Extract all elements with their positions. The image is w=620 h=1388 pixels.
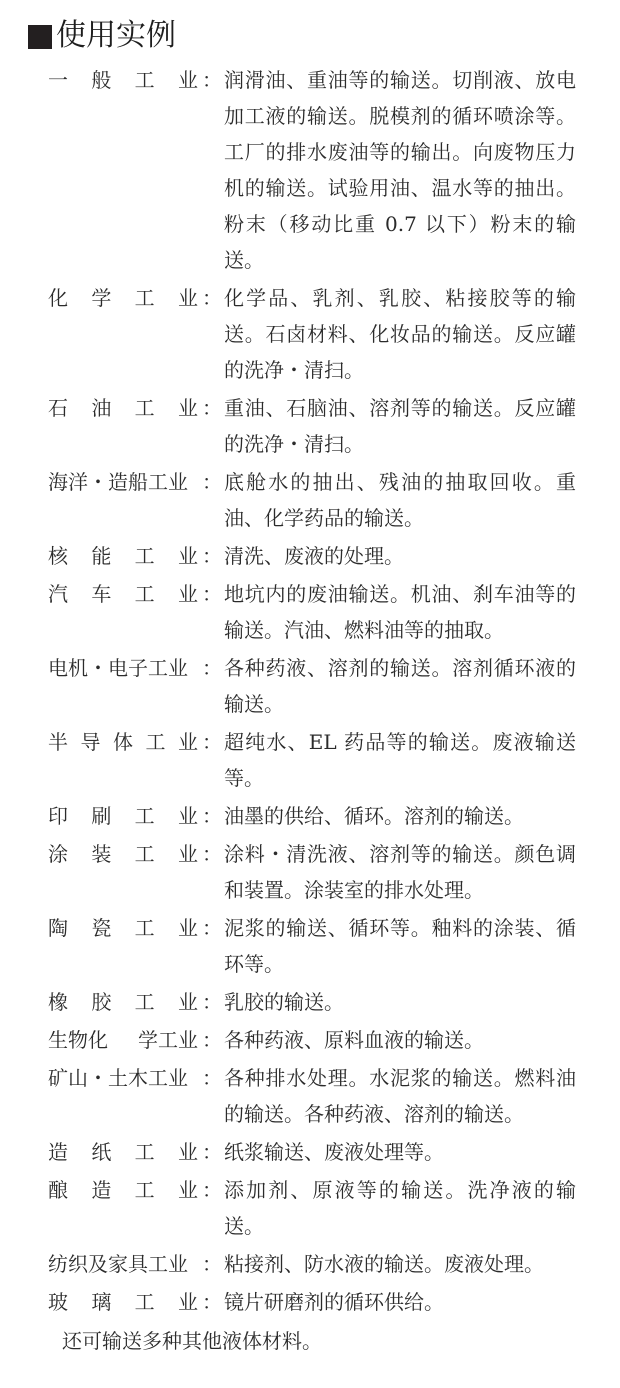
label-colon: ： bbox=[202, 656, 222, 680]
industry-description: 地坑内的废油输送。机油、刹车油等的输送。汽油、燃料油等的抽取。 bbox=[224, 582, 576, 642]
industry-label bbox=[48, 724, 224, 760]
industry-name-part: 学工业 bbox=[138, 1028, 198, 1052]
industry-name-part: 橡 bbox=[48, 990, 68, 1014]
industry-name-part: 学 bbox=[91, 286, 112, 310]
industry-entry bbox=[48, 1022, 588, 1058]
industry-name bbox=[48, 1284, 198, 1320]
industry-entry bbox=[48, 984, 588, 1020]
industry-name-part: 工 bbox=[134, 1178, 155, 1202]
footer-note: 还可输送多种其他液体材料。 bbox=[62, 1329, 322, 1353]
industry-name bbox=[48, 280, 198, 316]
industry-name-part: 工 bbox=[134, 916, 155, 940]
industry-name-part: 导 bbox=[80, 730, 101, 754]
industry-name bbox=[48, 650, 198, 686]
industry-name-part: 陶 bbox=[48, 916, 68, 940]
industry-name-part: 石 bbox=[48, 396, 68, 420]
industry-label bbox=[48, 836, 224, 872]
label-colon: ： bbox=[202, 396, 222, 420]
industry-entry bbox=[48, 1060, 588, 1132]
industry-label bbox=[48, 390, 224, 426]
usage-examples-list bbox=[48, 62, 588, 1322]
industry-entry bbox=[48, 910, 588, 982]
industry-label bbox=[48, 1172, 224, 1208]
industry-name-part: 业 bbox=[177, 68, 198, 92]
label-colon: ： bbox=[202, 916, 222, 940]
industry-label bbox=[48, 984, 224, 1020]
industry-description: 添加剂、原液等的输送。洗净液的输送。 bbox=[224, 1178, 576, 1238]
industry-name bbox=[48, 1060, 198, 1096]
industry-name bbox=[48, 62, 198, 98]
industry-description: 清洗、废液的处理。 bbox=[224, 544, 404, 568]
industry-name bbox=[48, 1134, 198, 1170]
industry-name-part: 胶 bbox=[91, 990, 112, 1014]
label-colon: ： bbox=[202, 1290, 222, 1314]
label-colon: ： bbox=[202, 68, 222, 92]
black-square-bullet-icon bbox=[28, 25, 52, 49]
industry-description: 泥浆的输送、循环等。釉料的涂装、循环等。 bbox=[224, 916, 576, 976]
industry-name-part: 印 bbox=[48, 804, 68, 828]
label-colon: ： bbox=[202, 1252, 222, 1276]
industry-description: 各种排水处理。水泥浆的输送。燃料油的输送。各种药液、溶剂的输送。 bbox=[224, 1066, 576, 1126]
industry-description: 纸浆输送、废液处理等。 bbox=[224, 1140, 444, 1164]
industry-name-part: 工 bbox=[134, 842, 155, 866]
industry-name-part: 海洋・造船工业 bbox=[48, 470, 188, 494]
industry-name bbox=[48, 464, 198, 500]
industry-name-part: 工 bbox=[134, 544, 155, 568]
industry-name-part: 工 bbox=[134, 286, 155, 310]
industry-name-part: 业 bbox=[177, 396, 198, 420]
industry-entry bbox=[48, 576, 588, 648]
industry-name-part: 矿山・土木工业 bbox=[48, 1066, 188, 1090]
label-colon: ： bbox=[202, 990, 222, 1014]
industry-label bbox=[48, 798, 224, 834]
industry-label bbox=[48, 1284, 224, 1320]
industry-entry bbox=[48, 724, 588, 796]
industry-name-part: 酿 bbox=[48, 1178, 68, 1202]
industry-entry bbox=[48, 280, 588, 388]
industry-description: 润滑油、重油等的输送。切削液、放电加工液的输送。脱模剂的循环喷涂等。工厂的排水废油等的输出。向废物压力机的输送。试验用油、温水等的抽出。粉末（移动比重 0.7 以下）粉末的输送。 bbox=[224, 68, 576, 272]
industry-name-part: 业 bbox=[178, 730, 198, 754]
industry-name-part: 能 bbox=[91, 544, 112, 568]
industry-name bbox=[48, 538, 198, 574]
industry-label bbox=[48, 538, 224, 574]
industry-entry bbox=[48, 1284, 588, 1320]
industry-name-part: 装 bbox=[91, 842, 112, 866]
industry-label bbox=[48, 1134, 224, 1170]
industry-description: 涂料・清洗液、溶剂等的输送。颜色调和装置。涂装室的排水处理。 bbox=[224, 842, 576, 902]
industry-name-part: 业 bbox=[177, 1178, 198, 1202]
industry-name bbox=[48, 984, 198, 1020]
industry-name-part: 体 bbox=[113, 730, 133, 754]
label-colon: ： bbox=[202, 804, 222, 828]
label-colon: ： bbox=[202, 842, 222, 866]
industry-name-part: 涂 bbox=[48, 842, 68, 866]
industry-name-part: 化 bbox=[48, 286, 68, 310]
industry-name-part: 工 bbox=[134, 582, 155, 606]
industry-name bbox=[48, 1022, 198, 1058]
industry-name-part: 业 bbox=[177, 842, 198, 866]
industry-description: 乳胶的输送。 bbox=[224, 990, 344, 1014]
industry-label bbox=[48, 1022, 224, 1058]
label-colon: ： bbox=[202, 286, 222, 310]
industry-description: 超纯水、EL 药品等的输送。废液输送等。 bbox=[224, 730, 576, 790]
industry-name-part: 业 bbox=[177, 804, 198, 828]
industry-name-part: 业 bbox=[177, 1290, 198, 1314]
industry-label bbox=[48, 464, 224, 500]
industry-label bbox=[48, 650, 224, 686]
industry-name-part: 核 bbox=[48, 544, 68, 568]
industry-name bbox=[48, 724, 198, 760]
industry-label bbox=[48, 1246, 224, 1282]
industry-label bbox=[48, 576, 224, 612]
section-title bbox=[28, 14, 176, 58]
industry-description: 镜片研磨剂的循环供给。 bbox=[224, 1290, 444, 1314]
industry-entry bbox=[48, 390, 588, 462]
industry-entry bbox=[48, 798, 588, 834]
industry-name-part: 工 bbox=[134, 1290, 155, 1314]
industry-name-part: 纸 bbox=[91, 1140, 112, 1164]
industry-name-part: 业 bbox=[177, 990, 198, 1014]
industry-name-part: 一 bbox=[48, 68, 68, 92]
industry-name-part: 工 bbox=[134, 396, 155, 420]
industry-entry bbox=[48, 538, 588, 574]
industry-name bbox=[48, 1172, 198, 1208]
industry-description: 重油、石脑油、溶剂等的输送。反应罐的洗净・清扫。 bbox=[224, 396, 576, 456]
industry-name-part: 造 bbox=[91, 1178, 112, 1202]
industry-entry bbox=[48, 62, 588, 278]
industry-name-part: 业 bbox=[177, 1140, 198, 1164]
industry-name-part: 生物化 bbox=[48, 1028, 108, 1052]
industry-label bbox=[48, 280, 224, 316]
industry-name bbox=[48, 576, 198, 612]
industry-name-part: 工 bbox=[134, 990, 155, 1014]
industry-entry bbox=[48, 836, 588, 908]
industry-entry bbox=[48, 1134, 588, 1170]
label-colon: ： bbox=[202, 470, 222, 494]
industry-name bbox=[48, 390, 198, 426]
industry-name bbox=[48, 910, 198, 946]
industry-entry bbox=[48, 464, 588, 536]
industry-description: 油墨的供给、循环。溶剂的输送。 bbox=[224, 804, 524, 828]
label-colon: ： bbox=[202, 1140, 222, 1164]
industry-name-part: 业 bbox=[177, 544, 198, 568]
industry-name-part: 玻 bbox=[48, 1290, 68, 1314]
industry-label bbox=[48, 910, 224, 946]
section-title-text: 使用实例 bbox=[56, 18, 176, 53]
industry-name bbox=[48, 1246, 198, 1282]
industry-description: 粘接剂、防水液的输送。废液处理。 bbox=[224, 1252, 544, 1276]
industry-name-part: 油 bbox=[91, 396, 112, 420]
label-colon: ： bbox=[202, 1028, 222, 1052]
label-colon: ： bbox=[202, 730, 222, 754]
label-colon: ： bbox=[202, 1066, 222, 1090]
industry-name bbox=[48, 836, 198, 872]
industry-entry bbox=[48, 1246, 588, 1282]
industry-name-part: 瓷 bbox=[91, 916, 112, 940]
industry-description: 各种药液、原料血液的输送。 bbox=[224, 1028, 484, 1052]
industry-name-part: 工 bbox=[134, 804, 155, 828]
industry-name-part: 造 bbox=[48, 1140, 68, 1164]
industry-label bbox=[48, 62, 224, 98]
industry-name-part: 工 bbox=[145, 730, 166, 754]
label-colon: ： bbox=[202, 582, 222, 606]
industry-description: 底舱水的抽出、残油的抽取回收。重油、化学药品的输送。 bbox=[224, 470, 576, 530]
industry-description: 化学品、乳剂、乳胶、粘接胶等的输送。石卤材料、化妆品的输送。反应罐的洗净・清扫。 bbox=[224, 286, 576, 382]
industry-name-part: 半 bbox=[48, 730, 68, 754]
industry-label bbox=[48, 1060, 224, 1096]
industry-name-part: 车 bbox=[91, 582, 112, 606]
industry-name-part: 刷 bbox=[91, 804, 112, 828]
industry-name-part: 工 bbox=[134, 68, 155, 92]
industry-name-part: 电机・电子工业 bbox=[48, 656, 188, 680]
industry-description: 各种药液、溶剂的输送。溶剂循环液的输送。 bbox=[224, 656, 576, 716]
industry-name-part: 业 bbox=[177, 916, 198, 940]
industry-name-part: 业 bbox=[177, 582, 198, 606]
industry-name-part: 纺织及家具工业 bbox=[48, 1252, 188, 1276]
industry-entry bbox=[48, 650, 588, 722]
label-colon: ： bbox=[202, 544, 222, 568]
label-colon: ： bbox=[202, 1178, 222, 1202]
industry-name-part: 般 bbox=[91, 68, 112, 92]
industry-name-part: 工 bbox=[134, 1140, 155, 1164]
industry-entry bbox=[48, 1172, 588, 1244]
industry-name-part: 璃 bbox=[91, 1290, 112, 1314]
industry-name-part: 汽 bbox=[48, 582, 68, 606]
industry-name-part: 业 bbox=[177, 286, 198, 310]
industry-name bbox=[48, 798, 198, 834]
